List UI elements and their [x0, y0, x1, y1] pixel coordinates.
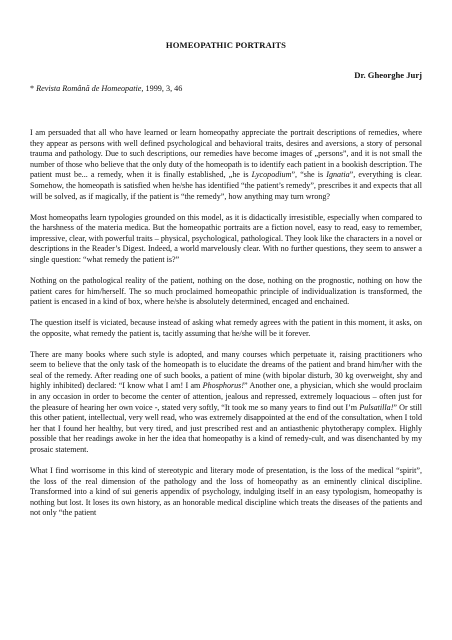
source-marker: *: [30, 84, 37, 93]
paragraph-text: ”, everything is clear. Somehow, the homeopath is satisfied when he/she has identified “the patient’s remedy”, prescribes it and expects that all will be solved, as if magically, if the patient is “the remedy”, how anything may turn wrong?: [30, 170, 422, 201]
paragraph-text: ” Another one, a physician, which she would proclaim in any occasion in order to become the center of attention, jealous and repressed, extremely loquacious – often just for the pleasure of hearing her own voice -, stated very softly, “It took me so many years to find out I’m: [30, 381, 422, 412]
author-name: Dr. Gheorghe Jurj: [354, 70, 422, 80]
paragraph-text: ” Or still this other patient, intellectual, very well read, who was extremely disappointed at the end of the consultation, when I told her that I found her healthy, but very tired, and just prescribed rest and an antiasthenic phytotherapy complex. Highly possible that her readings awoke in her the idea that homeopathy is a kind of remedy-cult, and was disenchanted by my prosaic statement.: [30, 402, 422, 454]
remedy-name: Ignatia: [326, 170, 350, 180]
body-paragraph: [30, 128, 422, 202]
body-paragraph: [30, 350, 422, 456]
paragraph-text: Nothing on the pathological reality of the patient, nothing on the dose, nothing on the prognostic, nothing on how the patient cares for him/herself. The so much proclaimed homeopathic principle of individualization is transformed, the patient is encased in a kind of box, where he/she is absolutely determined, encaged and enchained.: [30, 275, 422, 307]
paragraph-text: There are many books where such style is adopted, and many courses which perpetuate it, raising practitioners who seem to believe that the only task of the homeopath is to elucidate the dreams of the patient and brand him/her with the seal of the remedy. After reading one of such books, a patient of mine (with bipolar disturb, 30 kg overweight, shy and highly inhibited) declared: “I know what I am! I am: [30, 349, 422, 391]
article-title: HOMEOPATHIC PORTRAITS: [165, 40, 287, 50]
remedy-name: Lycopodium: [251, 170, 292, 180]
journal-name: Revista Română de Homeopatie: [36, 84, 142, 93]
paragraph-text: Most homeopaths learn typologies grounded on this model, as it is didactically irresistible, especially when compared to the harshness of the materia medica. But the homeopathic portraits are a fiction novel, easy to read, easy to remember, impressive, clear, with powerful traits – physical, psychological, pathological. They look like the characters in a novel or descriptions in the Reader’s Digest. Indeed, a world marvelously clear. With no further questions, they seem to answer a single question: “what remedy the patient is?”: [30, 212, 422, 264]
body-paragraph: [30, 276, 422, 308]
journal-details: , 1999, 3, 46: [141, 84, 183, 93]
remedy-name: Pulsatilla!: [359, 402, 394, 412]
source-citation: [30, 84, 182, 93]
remedy-name: Phosphorus!: [202, 381, 245, 391]
paragraph-text: The question itself is viciated, because instead of asking what remedy agrees with the patient in this moment, it asks, on the opposite, what remedy the patient is, tacitly assuming that he/she will be it forever.: [30, 318, 422, 338]
article-body: [30, 128, 422, 519]
paragraph-text: ”, “she is: [291, 170, 327, 180]
paragraph-text: What I find worrisome in this kind of stereotypic and literary mode of presentation, is the loss of the medical “spirit”, the loss of the real dimension of the pathology and the loss of homeopathy as an eminently clinical discipline. Transformed into a kind of sui generis appendix of psychology, indulging itself in an easy typologism, homeopathy is nothing but lost. It loses its own history, as an honorable medical discipline which treats the diseases of the patients and not only “the patient: [30, 465, 422, 518]
paragraph-text: I am persuaded that all who have learned or learn homeopathy appreciate the portrait descriptions of remedies, where they appear as persons with well defined psychological and behavioral traits, desires and aversions, a story of personal trauma and pathology. Due to such descriptions, our remedies have become images of „persons”, and it is not small the number of those who believe that the only duty of the homeopath is to identify each patient in a bookish description. The patient must be... a remedy, when it is finally established, „he is: [30, 128, 422, 180]
body-paragraph: [30, 318, 422, 339]
body-paragraph: [30, 466, 422, 519]
body-paragraph: [30, 213, 422, 266]
